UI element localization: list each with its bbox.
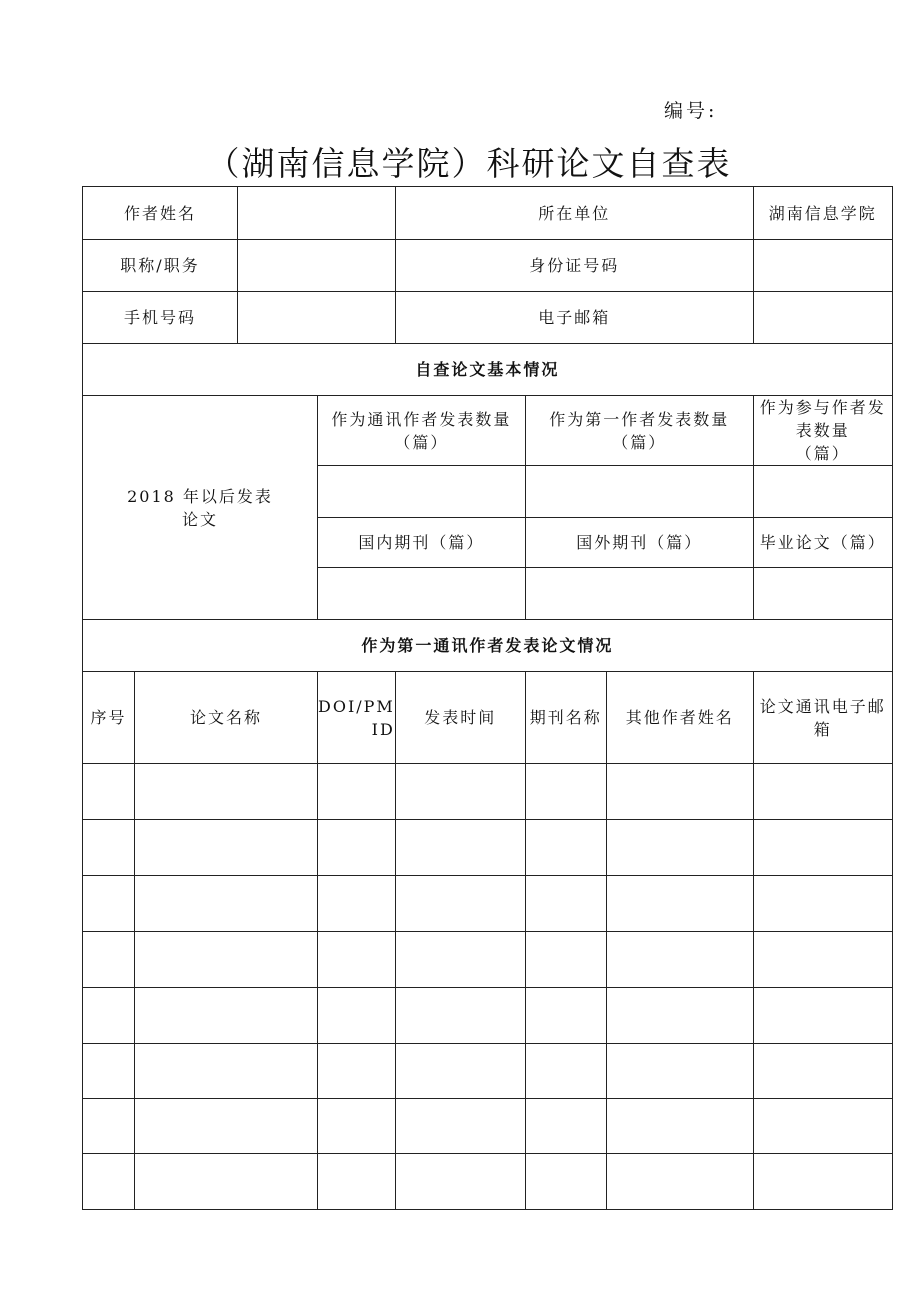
cell-no[interactable]: [83, 1044, 135, 1099]
cell-other-authors[interactable]: [606, 876, 753, 932]
table-row: [83, 764, 893, 820]
basic-headers-row1: [83, 396, 893, 466]
job-title-field[interactable]: [238, 240, 396, 292]
paper-rows: [83, 764, 893, 1210]
cell-no[interactable]: [83, 820, 135, 876]
cell-email[interactable]: [753, 932, 892, 988]
corresponding-count-field[interactable]: [318, 466, 526, 518]
cell-title[interactable]: [135, 764, 318, 820]
self-check-table: [82, 186, 893, 1210]
cell-date[interactable]: [395, 988, 525, 1044]
cell-no[interactable]: [83, 988, 135, 1044]
unit-field[interactable]: 湖南信息学院: [753, 187, 892, 240]
table-row: [83, 1154, 893, 1210]
job-title-label: 职称/职务: [83, 240, 238, 292]
cell-title[interactable]: [135, 876, 318, 932]
author-name-field[interactable]: [238, 187, 396, 240]
cell-no[interactable]: [83, 764, 135, 820]
cell-doi[interactable]: [318, 1099, 396, 1154]
participant-count-field[interactable]: [753, 466, 892, 518]
cell-no[interactable]: [83, 1099, 135, 1154]
basic-row-label-line1: 2018 年以后发表: [127, 486, 273, 506]
cell-email[interactable]: [753, 764, 892, 820]
col-header-no: 序号: [83, 672, 135, 764]
cell-date[interactable]: [395, 1044, 525, 1099]
author-name-label: 作者姓名: [83, 187, 238, 240]
cell-other-authors[interactable]: [606, 932, 753, 988]
cell-doi[interactable]: [318, 764, 396, 820]
cell-journal[interactable]: [525, 988, 606, 1044]
id-number-field[interactable]: [753, 240, 892, 292]
header-unit: （篇）: [612, 432, 667, 452]
cell-other-authors[interactable]: [606, 1044, 753, 1099]
cell-no[interactable]: [83, 876, 135, 932]
papers-section-heading-row: [83, 620, 893, 672]
cell-other-authors[interactable]: [606, 1099, 753, 1154]
papers-header-row: [83, 672, 893, 764]
cell-email[interactable]: [753, 876, 892, 932]
cell-date[interactable]: [395, 820, 525, 876]
corresponding-count-header: [318, 396, 526, 466]
cell-journal[interactable]: [525, 932, 606, 988]
table-row: [83, 1099, 893, 1154]
email-label: 电子邮箱: [395, 292, 753, 344]
cell-no[interactable]: [83, 1154, 135, 1210]
basic-row-label-line2: 论文: [181, 509, 218, 529]
cell-other-authors[interactable]: [606, 988, 753, 1044]
email-line1: 论文通讯电子邮: [759, 696, 886, 716]
cell-doi[interactable]: [318, 988, 396, 1044]
cell-title[interactable]: [135, 820, 318, 876]
col-header-journal: 期刊名称: [525, 672, 606, 764]
cell-date[interactable]: [395, 764, 525, 820]
domestic-journal-header: 国内期刊（篇）: [318, 518, 526, 568]
table-row: [83, 932, 893, 988]
cell-other-authors[interactable]: [606, 820, 753, 876]
cell-doi[interactable]: [318, 932, 396, 988]
email-line2: 箱: [813, 719, 832, 739]
cell-journal[interactable]: [525, 876, 606, 932]
cell-title[interactable]: [135, 1044, 318, 1099]
table-row: [83, 1044, 893, 1099]
col-header-email: [753, 672, 892, 764]
col-header-title: 论文名称: [135, 672, 318, 764]
cell-date[interactable]: [395, 932, 525, 988]
foreign-journal-header: 国外期刊（篇）: [525, 518, 753, 568]
id-number-label: 身份证号码: [395, 240, 753, 292]
domestic-journal-field[interactable]: [318, 568, 526, 620]
cell-doi[interactable]: [318, 876, 396, 932]
col-header-date: 发表时间: [395, 672, 525, 764]
unit-label: 所在单位: [395, 187, 753, 240]
cell-other-authors[interactable]: [606, 764, 753, 820]
cell-other-authors[interactable]: [606, 1154, 753, 1210]
cell-title[interactable]: [135, 1099, 318, 1154]
cell-email[interactable]: [753, 1044, 892, 1099]
phone-label: 手机号码: [83, 292, 238, 344]
cell-title[interactable]: [135, 988, 318, 1044]
phone-field[interactable]: [238, 292, 396, 344]
info-row-name: [83, 187, 893, 240]
doi-line2: ID: [371, 719, 395, 739]
table-row: [83, 876, 893, 932]
table-row: [83, 988, 893, 1044]
col-header-other-authors: 其他作者姓名: [606, 672, 753, 764]
participant-count-header: [753, 396, 892, 466]
thesis-header: 毕业论文（篇）: [753, 518, 892, 568]
header-unit: （篇）: [394, 432, 449, 452]
serial-number-label: 编号:: [664, 100, 718, 122]
basic-section-heading-row: [83, 344, 893, 396]
cell-journal[interactable]: [525, 1099, 606, 1154]
header-line: 作为第一作者发表数量: [549, 409, 730, 429]
cell-journal[interactable]: [525, 1044, 606, 1099]
cell-journal[interactable]: [525, 764, 606, 820]
basic-row-label: [83, 396, 318, 620]
cell-doi[interactable]: [318, 1044, 396, 1099]
first-author-count-header: [525, 396, 753, 466]
cell-doi[interactable]: [318, 820, 396, 876]
cell-no[interactable]: [83, 932, 135, 988]
doi-line1: DOI/PM: [318, 696, 395, 716]
cell-journal[interactable]: [525, 820, 606, 876]
cell-doi[interactable]: [318, 1154, 396, 1210]
document-title: （湖南信息学院）科研论文自查表: [206, 144, 732, 183]
cell-date[interactable]: [395, 876, 525, 932]
info-row-phone: [83, 292, 893, 344]
cell-title[interactable]: [135, 932, 318, 988]
table-row: [83, 820, 893, 876]
email-field[interactable]: [753, 292, 892, 344]
cell-title[interactable]: [135, 1154, 318, 1210]
cell-date[interactable]: [395, 1099, 525, 1154]
cell-email[interactable]: [753, 1099, 892, 1154]
cell-email[interactable]: [753, 820, 892, 876]
first-author-count-field[interactable]: [525, 466, 753, 518]
papers-section-heading: 作为第一通讯作者发表论文情况: [83, 620, 893, 672]
col-header-doi: [318, 672, 396, 764]
thesis-field[interactable]: [753, 568, 892, 620]
header-unit: （篇）: [795, 444, 850, 463]
cell-journal[interactable]: [525, 1154, 606, 1210]
header-line: 作为参与作者发表数量: [759, 398, 886, 440]
header-line: 作为通讯作者发表数量: [331, 409, 512, 429]
cell-date[interactable]: [395, 1154, 525, 1210]
cell-email[interactable]: [753, 988, 892, 1044]
basic-section-heading: 自查论文基本情况: [83, 344, 893, 396]
cell-email[interactable]: [753, 1154, 892, 1210]
info-row-title: [83, 240, 893, 292]
foreign-journal-field[interactable]: [525, 568, 753, 620]
